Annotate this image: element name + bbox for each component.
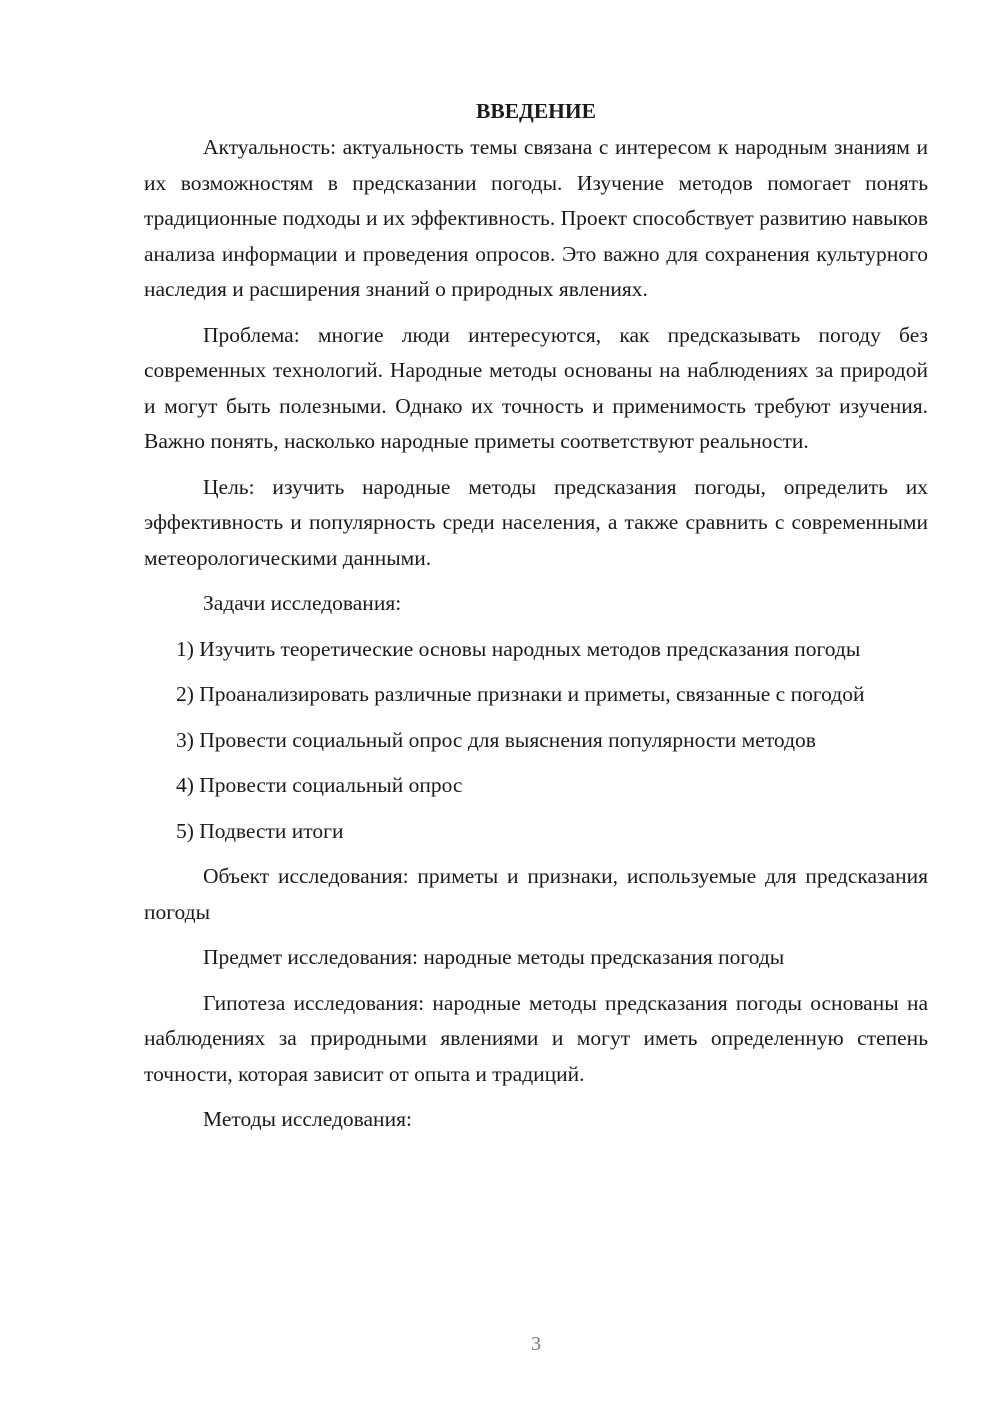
task-item-3: 3) Провести социальный опрос для выяснения популярности методов (176, 727, 816, 752)
problem-paragraph: Проблема: многие люди интересуются, как предсказывать погоду без современных технологий. Народные методы основаны на наблюдениях за природой и могут быть полезными. Однако их точность и применимость требуют изучения. Важно понять, насколько народные приметы соответствуют реальности. (144, 322, 928, 453)
task-item-1: 1) Изучить теоретические основы народных методов предсказания погоды (176, 636, 861, 661)
research-subject-paragraph: Предмет исследования: народные методы предсказания погоды (203, 945, 785, 969)
task-item-4: 4) Провести социальный опрос (176, 773, 463, 797)
methods-title: Методы исследования: (203, 1107, 412, 1131)
research-object-paragraph: Объект исследования: приметы и признаки, используемые для предсказания погоды (144, 864, 928, 924)
task-item-2: 2) Проанализировать различные признаки и приметы, связанные с погодой (176, 682, 865, 706)
section-heading: ВВЕДЕНИЕ (476, 99, 596, 123)
task-item-5: 5) Подвести итоги (176, 818, 344, 843)
tasks-title: Задачи исследования: (203, 591, 402, 615)
page-content (144, 92, 928, 1138)
relevance-paragraph: Актуальность: актуальность темы связана с интересом к народным знаниям и их возможностям в предсказании погоды. Изучение методов помогает понять традиционные подходы и их эффективность. Проект способствует развитию навыков анализа информации и проведения опросов. Это важно для сохранения культурного наследия и расширения знаний о природных явлениях. (144, 135, 928, 301)
goal-paragraph: Цель: изучить народные методы предсказания погоды, определить их эффективность и популярность среди населения, а также сравнить с современными метеорологическими данными. (144, 474, 928, 570)
page-number: 3 (531, 1333, 541, 1355)
hypothesis-paragraph: Гипотеза исследования: народные методы предсказания погоды основаны на наблюдениях за природными явлениями и могут иметь определенную степень точности, которая зависит от опыта и традиций. (144, 990, 928, 1086)
